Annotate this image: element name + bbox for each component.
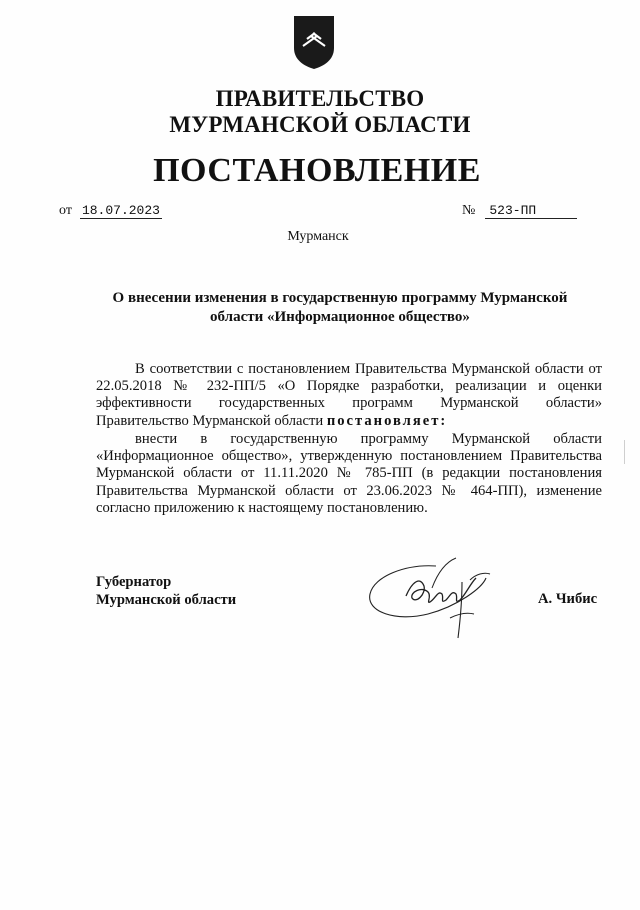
resolves-keyword: постановляет: [326, 412, 448, 429]
date-prefix: от [59, 203, 72, 218]
city-name: Мурманск [287, 229, 349, 244]
coat-of-arms-icon [290, 14, 338, 70]
signatory-title-line1: Губернатор [96, 574, 172, 590]
decree-number [462, 203, 577, 219]
decree-subject: О внесении изменения в государственную программу Мурманской области «Информационное общество» [112, 290, 568, 325]
handwritten-signature-icon [366, 552, 506, 642]
scan-margin-mark [624, 440, 625, 464]
body-paragraph-1 [96, 361, 602, 430]
number-value: 523-ПП [485, 203, 577, 219]
body-paragraph-2: внести в государственную программу Мурманской области «Информационное общество», утвержденную постановлением Правительства Мурманской области от 11.11.2020 № 785-ПП (в редакции постановления Правительства Мурманской области от 23.06.2023 № 464-ПП), изменение согласно приложению к настоящему постановлению. [96, 431, 602, 516]
signatory-title [96, 573, 236, 609]
signatory-name: А. Чибис [538, 591, 598, 607]
number-prefix: № [462, 203, 476, 218]
document-type-title: ПОСТАНОВЛЕНИЕ [153, 152, 481, 189]
signatory-title-line2: Мурманской области [96, 592, 237, 608]
government-name-line2: МУРМАНСКОЙ ОБЛАСТИ [169, 112, 471, 137]
paragraph-1-text: В соответствии с постановлением Правительства Мурманской области от 22.05.2018 № 232-ПП/5 «О Порядке разработки, реализации и оценки эффективности государственных программ Мурманской области» Правительство Мурманской области [96, 361, 602, 429]
decree-date [59, 203, 162, 219]
date-value: 18.07.2023 [81, 203, 160, 218]
government-name-line1: ПРАВИТЕЛЬСТВО [215, 86, 425, 111]
